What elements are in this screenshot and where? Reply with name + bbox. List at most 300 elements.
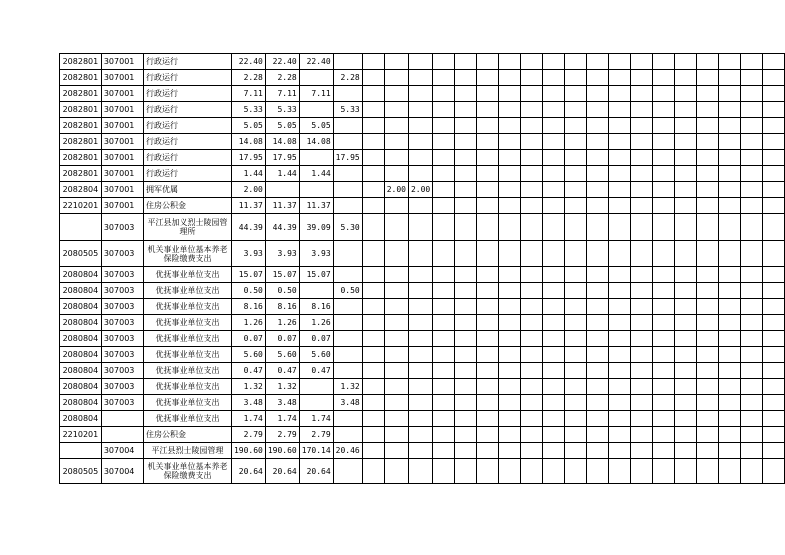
empty-cell [543,347,565,363]
unit-code-cell: 307001 [101,70,143,86]
unit-code-cell: 307003 [101,379,143,395]
function-code-cell: 2082801 [60,102,102,118]
amount-cell: 20.46 [333,443,362,459]
function-code-cell: 2210201 [60,427,102,443]
amount-cell: 7.11 [231,86,265,102]
empty-cell [477,86,499,102]
empty-cell [477,70,499,86]
amount-cell [333,315,362,331]
empty-cell [499,267,521,283]
empty-cell [587,54,609,70]
amount-cell [408,283,432,299]
empty-cell [630,86,652,102]
empty-cell [565,379,587,395]
empty-cell [609,267,631,283]
empty-cell [630,134,652,150]
empty-cell [652,166,674,182]
amount-cell [362,363,384,379]
empty-cell [455,182,477,198]
amount-cell: 44.39 [265,214,299,241]
empty-cell [433,118,455,134]
empty-cell [696,70,718,86]
amount-cell: 0.50 [265,283,299,299]
empty-cell [696,214,718,241]
empty-cell [609,331,631,347]
empty-cell [543,241,565,267]
table-row [60,182,785,198]
item-name-cell: 优抚事业单位支出 [144,395,232,411]
empty-cell [740,166,762,182]
empty-cell [718,443,740,459]
unit-code-cell: 307003 [101,347,143,363]
amount-cell: 20.64 [299,459,333,484]
empty-cell [477,379,499,395]
empty-cell [587,427,609,443]
empty-cell [433,395,455,411]
amount-cell [333,427,362,443]
empty-cell [521,198,543,214]
empty-cell [696,54,718,70]
amount-cell [384,54,408,70]
empty-cell [609,411,631,427]
empty-cell [499,54,521,70]
empty-cell [718,427,740,443]
empty-cell [609,150,631,166]
empty-cell [696,182,718,198]
empty-cell [477,134,499,150]
amount-cell [408,315,432,331]
item-name-cell: 拥军优属 [144,182,232,198]
empty-cell [674,267,696,283]
empty-cell [587,166,609,182]
empty-cell [762,102,784,118]
table-row [60,267,785,283]
item-name-cell: 行政运行 [144,150,232,166]
function-code-cell: 2080804 [60,267,102,283]
empty-cell [433,150,455,166]
empty-cell [433,363,455,379]
amount-cell [362,267,384,283]
amount-cell [362,70,384,86]
empty-cell [565,150,587,166]
empty-cell [674,315,696,331]
amount-cell [362,299,384,315]
amount-cell: 39.09 [299,214,333,241]
empty-cell [696,166,718,182]
empty-cell [718,283,740,299]
empty-cell [740,347,762,363]
empty-cell [609,118,631,134]
empty-cell [718,331,740,347]
empty-cell [740,443,762,459]
empty-cell [477,427,499,443]
unit-code-cell: 307003 [101,299,143,315]
empty-cell [565,459,587,484]
empty-cell [499,395,521,411]
empty-cell [696,459,718,484]
empty-cell [740,118,762,134]
empty-cell [565,363,587,379]
amount-cell [333,134,362,150]
item-name-cell: 平江县烈士陵园管理 [144,443,232,459]
empty-cell [718,411,740,427]
empty-cell [630,459,652,484]
unit-code-cell: 307003 [101,331,143,347]
amount-cell [362,331,384,347]
unit-code-cell: 307003 [101,283,143,299]
empty-cell [740,395,762,411]
function-code-cell: 2080804 [60,347,102,363]
empty-cell [565,299,587,315]
empty-cell [521,267,543,283]
empty-cell [521,54,543,70]
amount-cell [384,299,408,315]
empty-cell [565,118,587,134]
amount-cell [384,411,408,427]
item-name-cell: 行政运行 [144,102,232,118]
amount-cell [384,134,408,150]
amount-cell: 5.60 [231,347,265,363]
empty-cell [674,198,696,214]
empty-cell [762,166,784,182]
empty-cell [696,241,718,267]
amount-cell: 1.44 [265,166,299,182]
empty-cell [521,331,543,347]
empty-cell [587,299,609,315]
amount-cell [333,86,362,102]
empty-cell [718,70,740,86]
empty-cell [652,102,674,118]
table-row [60,411,785,427]
empty-cell [718,299,740,315]
table-row [60,118,785,134]
empty-cell [543,459,565,484]
empty-cell [696,315,718,331]
amount-cell [362,182,384,198]
empty-cell [696,443,718,459]
empty-cell [674,214,696,241]
amount-cell: 7.11 [265,86,299,102]
empty-cell [609,241,631,267]
empty-cell [543,102,565,118]
unit-code-cell: 307001 [101,86,143,102]
amount-cell [384,102,408,118]
empty-cell [543,363,565,379]
amount-cell: 190.60 [231,443,265,459]
amount-cell: 15.07 [299,267,333,283]
empty-cell [652,118,674,134]
empty-cell [718,347,740,363]
table-row [60,102,785,118]
amount-cell: 5.60 [265,347,299,363]
empty-cell [609,363,631,379]
unit-code-cell [101,427,143,443]
amount-cell [299,150,333,166]
amount-cell: 1.32 [265,379,299,395]
amount-cell: 17.95 [231,150,265,166]
amount-cell [362,166,384,182]
amount-cell [333,241,362,267]
empty-cell [696,427,718,443]
amount-cell: 22.40 [299,54,333,70]
empty-cell [543,150,565,166]
amount-cell [299,70,333,86]
amount-cell [333,267,362,283]
amount-cell: 5.60 [299,347,333,363]
unit-code-cell: 307001 [101,198,143,214]
unit-code-cell: 307001 [101,102,143,118]
empty-cell [565,54,587,70]
amount-cell: 11.37 [231,198,265,214]
empty-cell [455,395,477,411]
amount-cell [362,198,384,214]
empty-cell [674,363,696,379]
empty-cell [630,102,652,118]
empty-cell [477,166,499,182]
empty-cell [587,214,609,241]
amount-cell [384,166,408,182]
empty-cell [587,411,609,427]
amount-cell [408,363,432,379]
empty-cell [565,166,587,182]
table-row [60,459,785,484]
amount-cell [362,347,384,363]
empty-cell [696,379,718,395]
amount-cell [408,102,432,118]
function-code-cell: 2082801 [60,134,102,150]
empty-cell [587,347,609,363]
function-code-cell: 2080804 [60,283,102,299]
empty-cell [696,299,718,315]
empty-cell [499,411,521,427]
empty-cell [740,150,762,166]
empty-cell [652,411,674,427]
amount-cell [384,214,408,241]
empty-cell [477,331,499,347]
empty-cell [433,411,455,427]
amount-cell [362,395,384,411]
empty-cell [587,150,609,166]
unit-code-cell [101,411,143,427]
empty-cell [652,459,674,484]
amount-cell: 17.95 [333,150,362,166]
empty-cell [740,182,762,198]
empty-cell [696,395,718,411]
unit-code-cell: 307003 [101,241,143,267]
empty-cell [521,150,543,166]
empty-cell [587,379,609,395]
empty-cell [543,299,565,315]
empty-cell [630,214,652,241]
empty-cell [499,427,521,443]
empty-cell [630,182,652,198]
empty-cell [543,267,565,283]
amount-cell [408,299,432,315]
empty-cell [652,70,674,86]
empty-cell [477,411,499,427]
empty-cell [740,363,762,379]
amount-cell [362,379,384,395]
empty-cell [674,347,696,363]
item-name-cell: 行政运行 [144,166,232,182]
amount-cell: 5.30 [333,214,362,241]
function-code-cell: 2082801 [60,86,102,102]
item-name-cell: 平江县加义烈士陵园管理所 [144,214,232,241]
empty-cell [433,182,455,198]
empty-cell [740,379,762,395]
function-code-cell: 2082801 [60,118,102,134]
item-name-cell: 机关事业单位基本养老保险缴费支出 [144,241,232,267]
amount-cell [333,166,362,182]
amount-cell [362,427,384,443]
empty-cell [740,86,762,102]
amount-cell: 3.48 [333,395,362,411]
empty-cell [609,214,631,241]
empty-cell [499,182,521,198]
empty-cell [477,118,499,134]
empty-cell [718,166,740,182]
amount-cell: 14.08 [299,134,333,150]
empty-cell [455,299,477,315]
empty-cell [499,86,521,102]
empty-cell [433,283,455,299]
empty-cell [565,134,587,150]
empty-cell [762,198,784,214]
empty-cell [565,182,587,198]
amount-cell [384,443,408,459]
empty-cell [630,267,652,283]
function-code-cell: 2082804 [60,182,102,198]
amount-cell: 8.16 [299,299,333,315]
empty-cell [587,102,609,118]
amount-cell: 3.93 [265,241,299,267]
empty-cell [696,331,718,347]
unit-code-cell: 307001 [101,150,143,166]
empty-cell [652,214,674,241]
amount-cell [384,315,408,331]
empty-cell [587,315,609,331]
amount-cell [384,198,408,214]
empty-cell [609,379,631,395]
empty-cell [718,395,740,411]
empty-cell [521,182,543,198]
empty-cell [762,443,784,459]
empty-cell [652,54,674,70]
empty-cell [543,283,565,299]
empty-cell [609,134,631,150]
table-row [60,347,785,363]
amount-cell [299,395,333,411]
empty-cell [762,182,784,198]
empty-cell [455,54,477,70]
amount-cell [408,347,432,363]
empty-cell [455,379,477,395]
empty-cell [499,214,521,241]
empty-cell [433,102,455,118]
item-name-cell: 优抚事业单位支出 [144,347,232,363]
empty-cell [652,315,674,331]
empty-cell [521,166,543,182]
empty-cell [762,363,784,379]
function-code-cell: 2080804 [60,395,102,411]
empty-cell [762,379,784,395]
amount-cell [384,150,408,166]
empty-cell [630,299,652,315]
amount-cell [362,86,384,102]
table-row [60,395,785,411]
empty-cell [543,427,565,443]
empty-cell [696,86,718,102]
amount-cell: 2.00 [384,182,408,198]
empty-cell [630,118,652,134]
empty-cell [762,150,784,166]
empty-cell [521,443,543,459]
function-code-cell [60,214,102,241]
empty-cell [499,347,521,363]
empty-cell [696,198,718,214]
empty-cell [674,331,696,347]
empty-cell [521,411,543,427]
empty-cell [433,241,455,267]
empty-cell [609,102,631,118]
empty-cell [587,134,609,150]
empty-cell [477,283,499,299]
empty-cell [630,166,652,182]
empty-cell [762,331,784,347]
empty-cell [674,54,696,70]
function-code-cell [60,443,102,459]
amount-cell: 22.40 [265,54,299,70]
item-name-cell: 优抚事业单位支出 [144,299,232,315]
unit-code-cell: 307001 [101,134,143,150]
empty-cell [433,214,455,241]
unit-code-cell: 307001 [101,118,143,134]
item-name-cell: 优抚事业单位支出 [144,331,232,347]
empty-cell [762,134,784,150]
empty-cell [674,379,696,395]
empty-cell [630,331,652,347]
empty-cell [587,267,609,283]
table-row [60,363,785,379]
empty-cell [521,134,543,150]
amount-cell [408,459,432,484]
empty-cell [718,379,740,395]
empty-cell [521,118,543,134]
table-row [60,134,785,150]
empty-cell [674,182,696,198]
empty-cell [543,379,565,395]
empty-cell [521,347,543,363]
empty-cell [718,182,740,198]
empty-cell [674,395,696,411]
empty-cell [499,379,521,395]
item-name-cell: 优抚事业单位支出 [144,315,232,331]
empty-cell [565,347,587,363]
empty-cell [543,315,565,331]
empty-cell [433,198,455,214]
amount-cell [362,241,384,267]
item-name-cell: 优抚事业单位支出 [144,411,232,427]
empty-cell [587,70,609,86]
amount-cell: 1.26 [299,315,333,331]
empty-cell [696,411,718,427]
empty-cell [455,102,477,118]
amount-cell [408,395,432,411]
item-name-cell: 行政运行 [144,134,232,150]
empty-cell [740,267,762,283]
empty-cell [674,241,696,267]
amount-cell: 1.26 [265,315,299,331]
